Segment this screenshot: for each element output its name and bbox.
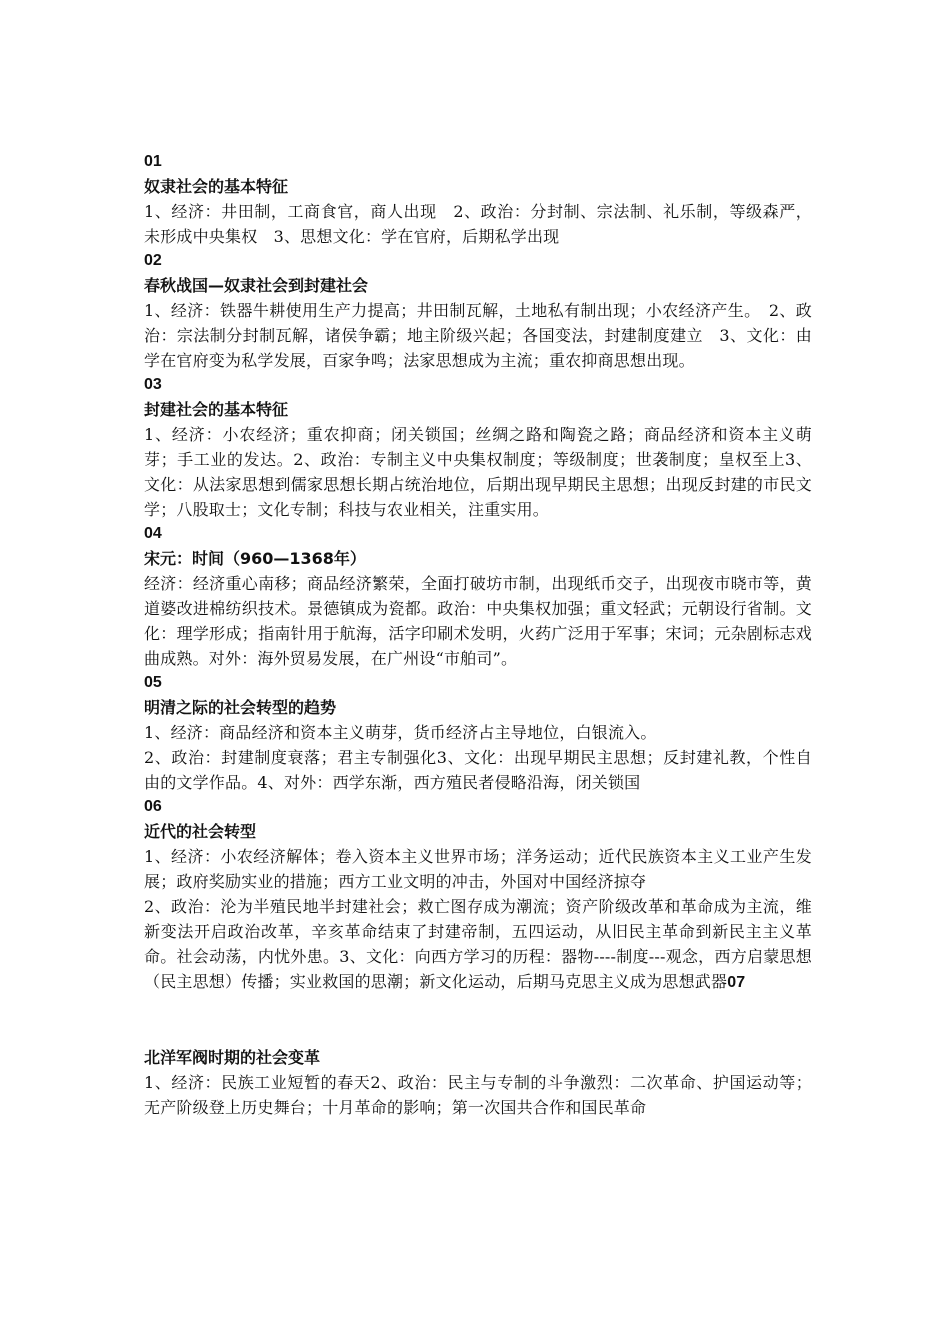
section-number: 06 [144,798,162,815]
section-paragraph [144,894,812,995]
section-number: 05 [144,674,162,691]
section-paragraph: 1、经济：商品经济和资本主义萌芽，货币经济占主导地位，白银流入。 [144,723,657,742]
section-06 [144,795,812,995]
section-number: 04 [144,525,162,542]
section-title: 北洋军阀时期的社会变革 [144,1048,321,1067]
blank-gap [144,995,812,1045]
section-paragraph: 2、政治：封建制度衰落；君主专制强化3、文化：出现早期民主思想；反封建礼教，个性自由的文学作品。4、对外：西学东渐，西方殖民者侵略沿海，闭关锁国 [144,748,812,792]
section-title: 春秋战国—奴隶社会到封建社会 [144,276,369,295]
section-07 [144,1045,812,1120]
section-03 [144,373,812,522]
section-paragraph: 1、经济：小农经济；重农抑商；闭关锁国；丝绸之路和陶瓷之路；商品经济和资本主义萌芽；手工业的发达。2、政治：专制主义中央集权制度；等级制度；世袭制度；皇权至上3、文化：从法家思想到儒家思想长期占统治地位，后期出现早期民主思想；出现反封建的市民文学；八股取士；文化专制；科技与农业相关，注重实用。 [144,425,812,519]
section-title: 封建社会的基本特征 [144,400,289,419]
section-title: 奴隶社会的基本特征 [144,177,289,196]
section-paragraph: 1、经济：小农经济解体；卷入资本主义世界市场；洋务运动；近代民族资本主义工业产生发展；政府奖励实业的措施；西方工业文明的冲击，外国对中国经济掠夺 [144,847,812,891]
section-05 [144,671,812,795]
section-paragraph: 1、经济：民族工业短暂的春天2、政治：民主与专制的斗争激烈：二次革命、护国运动等；无产阶级登上历史舞台；十月革命的影响；第一次国共合作和国民革命 [144,1073,812,1117]
section-01 [144,150,812,249]
section-paragraph: 1、经济：铁器牛耕使用生产力提高；井田制瓦解，土地私有制出现；小农经济产生。 2、政治：宗法制分封制瓦解，诸侯争霸；地主阶级兴起；各国变法，封建制度建立 3、文化：由学在官府变为私学发展，百家争鸣；法家思想成为主流；重农抑商思想出现。 [144,301,812,370]
section-title: 近代的社会转型 [144,822,257,841]
section-number: 03 [144,376,162,393]
section-02 [144,249,812,373]
section-number: 02 [144,252,162,269]
section-title: 宋元：时间（960—1368年） [144,549,366,568]
section-paragraph: 经济：经济重心南移；商品经济繁荣，全面打破坊市制，出现纸币交子，出现夜市晓市等，黄道婆改进棉纺织技术。景德镇成为瓷都。政治：中央集权加强；重文轻武；元朝设行省制。文化：理学形成；指南针用于航海，活字印刷术发明，火药广泛用于军事；宋词；元杂剧标志戏曲成熟。对外：海外贸易发展，在广州设“市舶司”。 [144,574,812,668]
section-number-inline: 07 [727,974,746,991]
section-title: 明清之际的社会转型的趋势 [144,698,337,717]
section-number: 01 [144,153,162,170]
section-04 [144,522,812,671]
section-paragraph: 1、经济：井田制，工商食官，商人出现 2、政治：分封制、宗法制、礼乐制，等级森严，未形成中央集权 3、思想文化：学在官府，后期私学出现 [144,202,812,246]
document-body [144,150,812,1120]
section-paragraph-text: 2、政治：沦为半殖民地半封建社会；救亡图存成为潮流；资产阶级改革和革命成为主流，维新变法开启政治改革，辛亥革命结束了封建帝制，五四运动，从旧民主革命到新民主主义革命。社会动荡，内忧外患。3、文化：向西方学习的历程：器物----制度---观念，西方启蒙思想（民主思想）传播；实业救国的思潮；新文化运动，后期马克思主义成为思想武器 [144,897,812,991]
